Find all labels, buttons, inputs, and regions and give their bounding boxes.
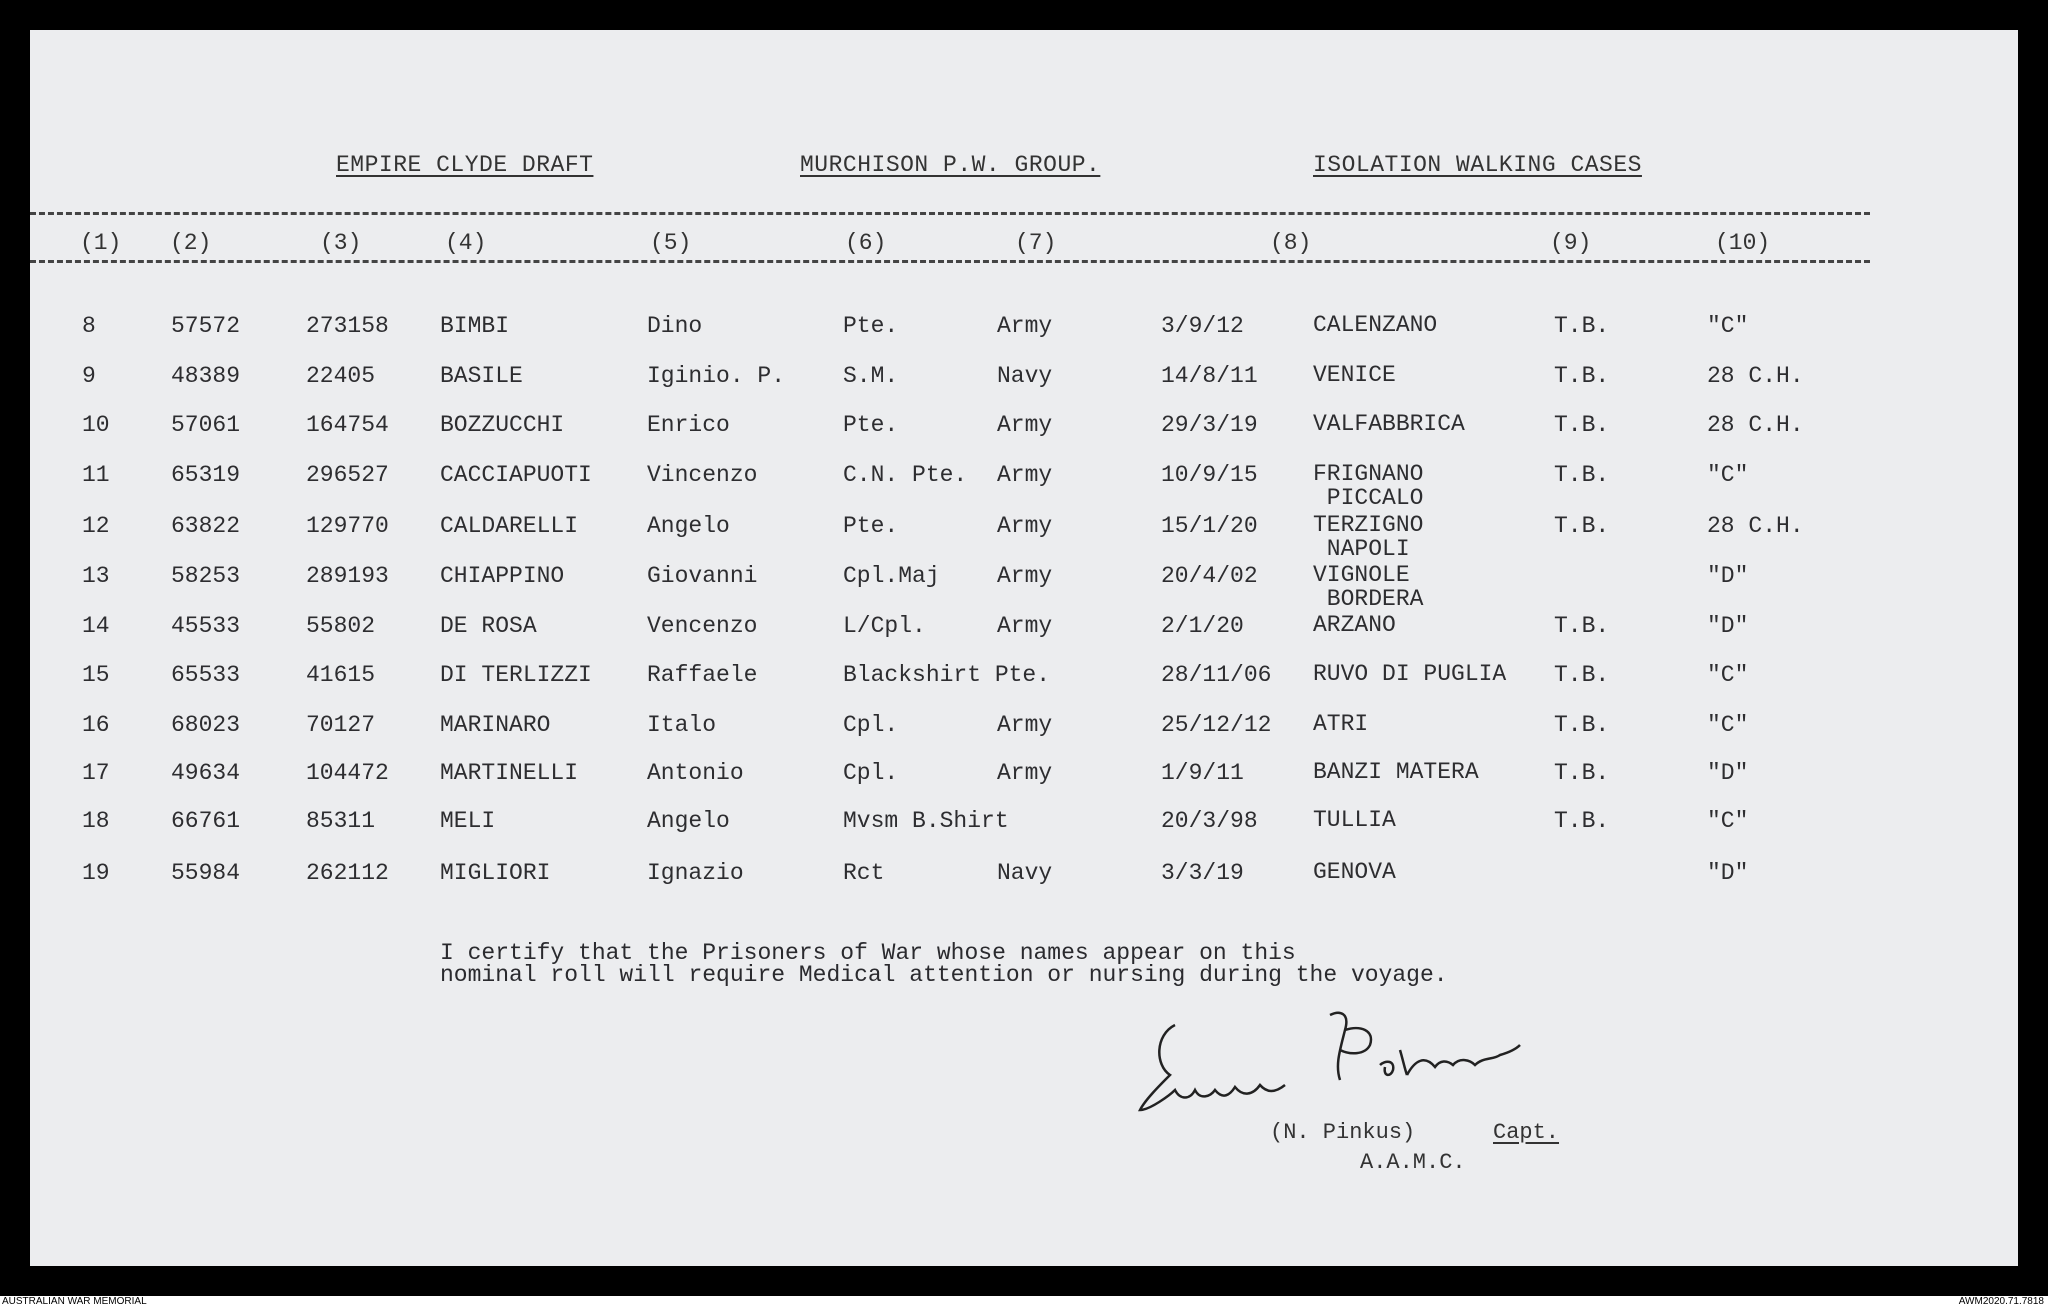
place-cell: ARZANO: [1313, 612, 1396, 638]
birth-date-cell: 20/4/02: [1161, 563, 1258, 589]
birth-date-cell: 20/3/98: [1161, 808, 1258, 834]
birth-date-cell: 25/12/12: [1161, 712, 1272, 738]
table-row: [30, 613, 2018, 657]
given-name-cell: Dino: [647, 313, 703, 339]
category-cell: "D": [1707, 563, 1749, 589]
condition-cell: T.B.: [1554, 613, 1610, 639]
surname-cell: BIMBI: [440, 313, 510, 339]
category-cell: "D": [1707, 860, 1749, 886]
column-number: (6): [845, 230, 887, 256]
given-name-cell: Angelo: [647, 808, 730, 834]
given-name-cell: Antonio: [647, 760, 744, 786]
serial-number-cell: 15: [82, 662, 110, 688]
rank-cell: C.N. Pte.: [843, 462, 968, 488]
surname-cell: MARTINELLI: [440, 760, 579, 786]
serial-number-cell: 10: [82, 412, 110, 438]
column-number: (8): [1270, 230, 1312, 256]
place-cell: RUVO DI PUGLIA: [1313, 661, 1507, 687]
rank-cell: Pte.: [843, 412, 899, 438]
service-cell: Army: [997, 712, 1053, 738]
pw-number-cell: 48389: [171, 363, 241, 389]
surname-cell: BOZZUCCHI: [440, 412, 565, 438]
given-name-cell: Enrico: [647, 412, 730, 438]
birth-date-cell: 1/9/11: [1161, 760, 1244, 786]
army-number-cell: 262112: [306, 860, 389, 886]
place-cell: TERZIGNO NAPOLI: [1313, 512, 1424, 562]
category-cell: "C": [1707, 712, 1749, 738]
category-cell: 28 C.H.: [1707, 363, 1804, 389]
category-cell: "D": [1707, 760, 1749, 786]
given-name-cell: Italo: [647, 712, 717, 738]
surname-cell: CALDARELLI: [440, 513, 579, 539]
serial-number-cell: 16: [82, 712, 110, 738]
pw-number-cell: 57061: [171, 412, 241, 438]
birth-date-cell: 2/1/20: [1161, 613, 1244, 639]
table-row: [30, 363, 2018, 407]
column-number: (9): [1550, 230, 1592, 256]
footer-institution: AUSTRALIAN WAR MEMORIAL: [2, 1296, 147, 1307]
service-cell: Army: [997, 462, 1053, 488]
table-row: [30, 562, 2018, 612]
table-row: [30, 512, 2018, 562]
category-cell: 28 C.H.: [1707, 412, 1804, 438]
surname-cell: MARINARO: [440, 712, 551, 738]
army-number-cell: 55802: [306, 613, 376, 639]
table-row: [30, 313, 2018, 357]
condition-cell: T.B.: [1554, 760, 1610, 786]
footer-bar: [0, 1296, 2048, 1309]
table-row: [30, 860, 2018, 904]
rank-cell: Mvsm B.Shirt: [843, 808, 1009, 834]
surname-cell: BASILE: [440, 363, 523, 389]
rank-cell: Cpl.Maj: [843, 563, 940, 589]
officer-name: (N. Pinkus): [1270, 1120, 1416, 1145]
service-cell: Army: [997, 760, 1053, 786]
service-cell: Army: [997, 513, 1053, 539]
birth-date-cell: 14/8/11: [1161, 363, 1258, 389]
surname-cell: DE ROSA: [440, 613, 537, 639]
given-name-cell: Giovanni: [647, 563, 758, 589]
officer-unit: A.A.M.C.: [1360, 1150, 1466, 1175]
surname-cell: CACCIAPUOTI: [440, 462, 592, 488]
column-number: (1): [80, 230, 122, 256]
service-cell: Navy: [997, 860, 1053, 886]
given-name-cell: Angelo: [647, 513, 730, 539]
serial-number-cell: 17: [82, 760, 110, 786]
pw-number-cell: 65319: [171, 462, 241, 488]
given-name-cell: Vencenzo: [647, 613, 758, 639]
place-cell: VALFABBRICA: [1313, 411, 1465, 437]
pw-number-cell: 65533: [171, 662, 241, 688]
serial-number-cell: 13: [82, 563, 110, 589]
column-number: (3): [320, 230, 362, 256]
group-title: MURCHISON P.W. GROUP.: [800, 152, 1101, 178]
category-cell: "C": [1707, 808, 1749, 834]
place-cell: TULLIA: [1313, 807, 1396, 833]
pw-number-cell: 58253: [171, 563, 241, 589]
given-name-cell: Raffaele: [647, 662, 758, 688]
category-cell: 28 C.H.: [1707, 513, 1804, 539]
pw-number-cell: 68023: [171, 712, 241, 738]
table-row: [30, 760, 2018, 804]
pw-number-cell: 57572: [171, 313, 241, 339]
rank-cell: L/Cpl.: [843, 613, 926, 639]
given-name-cell: Iginio. P.: [647, 363, 786, 389]
category-title: ISOLATION WALKING CASES: [1313, 152, 1642, 178]
place-cell: ATRI: [1313, 711, 1369, 737]
footer-accession-number: AWM2020.71.7818: [1958, 1296, 2044, 1307]
column-number: (5): [650, 230, 692, 256]
surname-cell: MIGLIORI: [440, 860, 551, 886]
condition-cell: T.B.: [1554, 513, 1610, 539]
column-number: (2): [170, 230, 212, 256]
serial-number-cell: 11: [82, 462, 110, 488]
serial-number-cell: 12: [82, 513, 110, 539]
army-number-cell: 289193: [306, 563, 389, 589]
category-cell: "C": [1707, 462, 1749, 488]
service-cell: Navy: [997, 363, 1053, 389]
pw-number-cell: 55984: [171, 860, 241, 886]
header-rule-top: [30, 212, 1870, 215]
table-row: [30, 712, 2018, 756]
birth-date-cell: 10/9/15: [1161, 462, 1258, 488]
header-rule-bottom: [30, 260, 1870, 263]
place-cell: VIGNOLE BORDERA: [1313, 562, 1424, 612]
army-number-cell: 164754: [306, 412, 389, 438]
pw-number-cell: 66761: [171, 808, 241, 834]
column-number: (10): [1715, 230, 1771, 256]
officer-rank: Capt.: [1493, 1120, 1560, 1145]
condition-cell: T.B.: [1554, 712, 1610, 738]
army-number-cell: 296527: [306, 462, 389, 488]
condition-cell: T.B.: [1554, 808, 1610, 834]
rank-cell: Cpl.: [843, 760, 899, 786]
handwritten-signature: [1135, 1005, 1555, 1125]
column-number: (4): [445, 230, 487, 256]
surname-cell: MELI: [440, 808, 496, 834]
army-number-cell: 273158: [306, 313, 389, 339]
table-row: [30, 461, 2018, 511]
service-cell: Army: [997, 563, 1053, 589]
condition-cell: T.B.: [1554, 363, 1610, 389]
condition-cell: T.B.: [1554, 462, 1610, 488]
army-number-cell: 22405: [306, 363, 376, 389]
rank-cell: Blackshirt Pte.: [843, 662, 1051, 688]
army-number-cell: 104472: [306, 760, 389, 786]
service-cell: Army: [997, 313, 1053, 339]
rank-cell: Pte.: [843, 313, 899, 339]
serial-number-cell: 8: [82, 313, 96, 339]
surname-cell: CHIAPPINO: [440, 563, 565, 589]
birth-date-cell: 28/11/06: [1161, 662, 1272, 688]
table-row: [30, 662, 2018, 706]
given-name-cell: Ignazio: [647, 860, 744, 886]
draft-title: EMPIRE CLYDE DRAFT: [336, 152, 594, 178]
condition-cell: T.B.: [1554, 313, 1610, 339]
place-cell: CALENZANO: [1313, 312, 1438, 338]
pw-number-cell: 63822: [171, 513, 241, 539]
birth-date-cell: 29/3/19: [1161, 412, 1258, 438]
birth-date-cell: 3/3/19: [1161, 860, 1244, 886]
serial-number-cell: 9: [82, 363, 96, 389]
place-cell: VENICE: [1313, 362, 1396, 388]
army-number-cell: 85311: [306, 808, 376, 834]
army-number-cell: 41615: [306, 662, 376, 688]
column-number: (7): [1015, 230, 1057, 256]
table-row: [30, 808, 2018, 852]
rank-cell: Pte.: [843, 513, 899, 539]
army-number-cell: 129770: [306, 513, 389, 539]
place-cell: BANZI MATERA: [1313, 759, 1479, 785]
place-cell: GENOVA: [1313, 859, 1396, 885]
certification-text: I certify that the Prisoners of War whose names appear on this nominal roll will require Medical attention or nursing during the voyage.: [440, 940, 1448, 988]
pw-number-cell: 49634: [171, 760, 241, 786]
serial-number-cell: 14: [82, 613, 110, 639]
category-cell: "C": [1707, 662, 1749, 688]
pw-number-cell: 45533: [171, 613, 241, 639]
category-cell: "C": [1707, 313, 1749, 339]
rank-cell: S.M.: [843, 363, 899, 389]
birth-date-cell: 15/1/20: [1161, 513, 1258, 539]
service-cell: Army: [997, 412, 1053, 438]
serial-number-cell: 18: [82, 808, 110, 834]
surname-cell: DI TERLIZZI: [440, 662, 592, 688]
condition-cell: T.B.: [1554, 412, 1610, 438]
condition-cell: T.B.: [1554, 662, 1610, 688]
rank-cell: Rct: [843, 860, 885, 886]
service-cell: Army: [997, 613, 1053, 639]
table-row: [30, 412, 2018, 456]
place-cell: FRIGNANO PICCALO: [1313, 461, 1424, 511]
given-name-cell: Vincenzo: [647, 462, 758, 488]
birth-date-cell: 3/9/12: [1161, 313, 1244, 339]
serial-number-cell: 19: [82, 860, 110, 886]
category-cell: "D": [1707, 613, 1749, 639]
document-page: [30, 30, 2018, 1266]
rank-cell: Cpl.: [843, 712, 899, 738]
army-number-cell: 70127: [306, 712, 376, 738]
